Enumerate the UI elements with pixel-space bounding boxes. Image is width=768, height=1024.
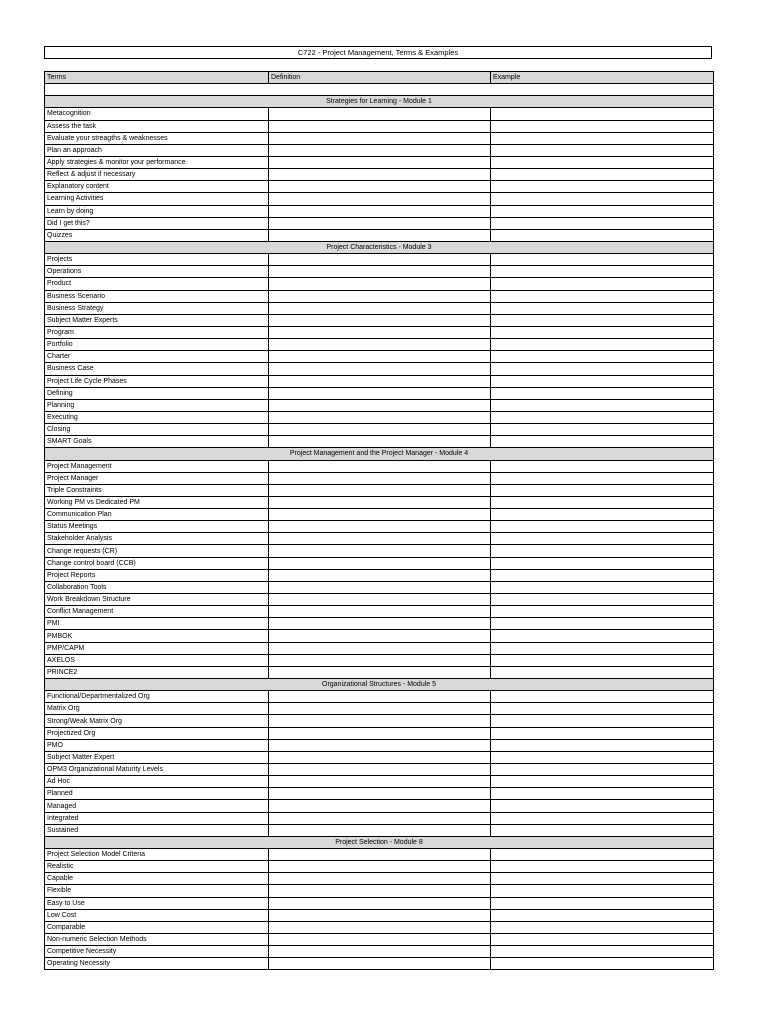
example-cell[interactable]: [491, 557, 714, 569]
example-cell[interactable]: [491, 205, 714, 217]
example-cell[interactable]: [491, 509, 714, 521]
term-cell: Business Scenario: [45, 290, 269, 302]
definition-cell[interactable]: [269, 278, 491, 290]
example-cell[interactable]: [491, 387, 714, 399]
definition-cell[interactable]: [269, 521, 491, 533]
example-cell[interactable]: [491, 691, 714, 703]
term-cell: Change requests (CR): [45, 545, 269, 557]
example-cell[interactable]: [491, 606, 714, 618]
term-cell: Defining: [45, 387, 269, 399]
example-cell[interactable]: [491, 933, 714, 945]
definition-cell[interactable]: [269, 254, 491, 266]
definition-cell[interactable]: [269, 715, 491, 727]
table-row: [45, 764, 714, 776]
table-row: [45, 169, 714, 181]
table-row: [45, 921, 714, 933]
table-row: [45, 618, 714, 630]
table-row: [45, 861, 714, 873]
example-cell[interactable]: [491, 958, 714, 970]
definition-cell[interactable]: [269, 824, 491, 836]
table-row: [45, 569, 714, 581]
term-cell: Status Meetings: [45, 521, 269, 533]
example-cell[interactable]: [491, 703, 714, 715]
term-cell: Learning Activities: [45, 193, 269, 205]
table-header-row: [45, 72, 714, 84]
example-cell[interactable]: [491, 861, 714, 873]
example-cell[interactable]: [491, 108, 714, 120]
definition-cell[interactable]: [269, 387, 491, 399]
example-cell[interactable]: [491, 424, 714, 436]
table-row: [45, 933, 714, 945]
table-row: [45, 606, 714, 618]
table-row: [45, 581, 714, 593]
term-cell: Project Reports: [45, 569, 269, 581]
definition-cell[interactable]: [269, 290, 491, 302]
term-cell: Realistic: [45, 861, 269, 873]
table-row: [45, 873, 714, 885]
definition-cell[interactable]: [269, 703, 491, 715]
table-row: [45, 509, 714, 521]
table-row: [45, 751, 714, 763]
example-cell[interactable]: [491, 533, 714, 545]
definition-cell[interactable]: [269, 193, 491, 205]
example-cell[interactable]: [491, 521, 714, 533]
example-cell[interactable]: [491, 181, 714, 193]
definition-cell[interactable]: [269, 424, 491, 436]
table-row: [45, 630, 714, 642]
table-row: [45, 351, 714, 363]
term-cell: Capable: [45, 873, 269, 885]
example-cell[interactable]: [491, 217, 714, 229]
table-row: [45, 460, 714, 472]
definition-cell[interactable]: [269, 545, 491, 557]
example-cell[interactable]: [491, 569, 714, 581]
example-cell[interactable]: [491, 326, 714, 338]
definition-cell[interactable]: [269, 861, 491, 873]
example-cell[interactable]: [491, 156, 714, 168]
example-cell[interactable]: [491, 630, 714, 642]
table-row: [45, 387, 714, 399]
definition-cell[interactable]: [269, 885, 491, 897]
table-row: [45, 594, 714, 606]
definition-cell[interactable]: [269, 642, 491, 654]
term-cell: Strong/Weak Matrix Org: [45, 715, 269, 727]
example-cell[interactable]: [491, 351, 714, 363]
definition-cell[interactable]: [269, 654, 491, 666]
table-row: [45, 254, 714, 266]
term-cell: Operating Necessity: [45, 958, 269, 970]
example-cell[interactable]: [491, 666, 714, 678]
table-row: [45, 363, 714, 375]
term-cell: Stakeholder Analysis: [45, 533, 269, 545]
table-row: [45, 205, 714, 217]
example-cell[interactable]: [491, 314, 714, 326]
definition-cell[interactable]: [269, 169, 491, 181]
term-cell: Plan an approach: [45, 144, 269, 156]
example-cell[interactable]: [491, 788, 714, 800]
example-cell[interactable]: [491, 776, 714, 788]
table-row: [45, 557, 714, 569]
term-cell: Easy to Use: [45, 897, 269, 909]
column-header-example: Example: [491, 72, 714, 84]
section-header: Project Selection - Module 8: [45, 836, 714, 848]
term-cell: Apply strategies & monitor your performance: [45, 156, 269, 168]
term-cell: Explanatory content: [45, 181, 269, 193]
table-row: [45, 715, 714, 727]
example-cell[interactable]: [491, 849, 714, 861]
definition-cell[interactable]: [269, 460, 491, 472]
table-row: [45, 703, 714, 715]
blank-row: [45, 84, 714, 96]
table-row: [45, 666, 714, 678]
example-cell[interactable]: [491, 436, 714, 448]
definition-cell[interactable]: [269, 509, 491, 521]
definition-cell[interactable]: [269, 181, 491, 193]
table-row: [45, 144, 714, 156]
term-cell: Matrix Org: [45, 703, 269, 715]
example-cell[interactable]: [491, 581, 714, 593]
table-row: [45, 849, 714, 861]
definition-cell[interactable]: [269, 436, 491, 448]
term-cell: Executing: [45, 411, 269, 423]
example-cell[interactable]: [491, 144, 714, 156]
section-header: Organizational Structures - Module 5: [45, 679, 714, 691]
term-cell: Flexible: [45, 885, 269, 897]
term-cell: Portfolio: [45, 339, 269, 351]
definition-cell[interactable]: [269, 363, 491, 375]
table-row: [45, 521, 714, 533]
definition-cell[interactable]: [269, 933, 491, 945]
table-row: [45, 302, 714, 314]
document-title: C722 - Project Management, Terms & Examples: [44, 46, 712, 59]
definition-cell[interactable]: [269, 727, 491, 739]
term-cell: Ad Hoc: [45, 776, 269, 788]
table-row: [45, 788, 714, 800]
term-cell: Operations: [45, 266, 269, 278]
example-cell[interactable]: [491, 290, 714, 302]
table-row: [45, 642, 714, 654]
example-cell[interactable]: [491, 302, 714, 314]
term-cell: Metacognition: [45, 108, 269, 120]
definition-cell[interactable]: [269, 788, 491, 800]
term-cell: AXELOS: [45, 654, 269, 666]
example-cell[interactable]: [491, 642, 714, 654]
example-cell[interactable]: [491, 715, 714, 727]
table-row: [45, 326, 714, 338]
term-cell: Quizzes: [45, 229, 269, 241]
definition-cell[interactable]: [269, 484, 491, 496]
term-cell: Reflect & adjust if necessary: [45, 169, 269, 181]
section-header-row: [45, 448, 714, 460]
definition-cell[interactable]: [269, 739, 491, 751]
table-row: [45, 885, 714, 897]
column-header-terms: Terms: [45, 72, 269, 84]
section-header-row: [45, 836, 714, 848]
table-row: [45, 533, 714, 545]
term-cell: Work Breakdown Structure: [45, 594, 269, 606]
table-row: [45, 278, 714, 290]
term-cell: Project Selection Model Criteria: [45, 849, 269, 861]
table-row: [45, 120, 714, 132]
term-cell: Communication Plan: [45, 509, 269, 521]
definition-cell[interactable]: [269, 691, 491, 703]
term-cell: Comparable: [45, 921, 269, 933]
example-cell[interactable]: [491, 727, 714, 739]
table-row: [45, 339, 714, 351]
term-cell: Planning: [45, 399, 269, 411]
term-cell: Learn by doing: [45, 205, 269, 217]
term-cell: Integrated: [45, 812, 269, 824]
definition-cell[interactable]: [269, 156, 491, 168]
example-cell[interactable]: [491, 411, 714, 423]
table-row: [45, 132, 714, 144]
term-cell: Charter: [45, 351, 269, 363]
term-cell: Change control board (CCB): [45, 557, 269, 569]
table-row: [45, 181, 714, 193]
definition-cell[interactable]: [269, 569, 491, 581]
definition-cell[interactable]: [269, 229, 491, 241]
example-cell[interactable]: [491, 278, 714, 290]
term-cell: Collaboration Tools: [45, 581, 269, 593]
blank-cell: [45, 84, 714, 96]
table-row: [45, 229, 714, 241]
section-header-row: [45, 679, 714, 691]
definition-cell[interactable]: [269, 921, 491, 933]
definition-cell[interactable]: [269, 946, 491, 958]
term-cell: Triple Constraints: [45, 484, 269, 496]
term-cell: Non-numeric Selection Methods: [45, 933, 269, 945]
table-row: [45, 314, 714, 326]
definition-cell[interactable]: [269, 666, 491, 678]
definition-cell[interactable]: [269, 557, 491, 569]
example-cell[interactable]: [491, 764, 714, 776]
definition-cell[interactable]: [269, 764, 491, 776]
term-cell: Business Strategy: [45, 302, 269, 314]
table-row: [45, 958, 714, 970]
example-cell[interactable]: [491, 921, 714, 933]
term-cell: Product: [45, 278, 269, 290]
term-cell: Evaluate your streagths & weaknesses: [45, 132, 269, 144]
definition-cell[interactable]: [269, 314, 491, 326]
table-row: [45, 946, 714, 958]
table-row: [45, 375, 714, 387]
term-cell: Sustained: [45, 824, 269, 836]
definition-cell[interactable]: [269, 108, 491, 120]
term-cell: Project Life Cycle Phases: [45, 375, 269, 387]
term-cell: Subject Matter Expert: [45, 751, 269, 763]
example-cell[interactable]: [491, 545, 714, 557]
term-cell: Subject Matter Experts: [45, 314, 269, 326]
term-cell: Business Case: [45, 363, 269, 375]
section-header: Project Characteristics - Module 3: [45, 241, 714, 253]
definition-cell[interactable]: [269, 606, 491, 618]
definition-cell[interactable]: [269, 800, 491, 812]
table-row: [45, 727, 714, 739]
term-cell: PMI: [45, 618, 269, 630]
terms-table: [44, 71, 714, 970]
table-row: [45, 424, 714, 436]
table-row: [45, 812, 714, 824]
example-cell[interactable]: [491, 120, 714, 132]
definition-cell[interactable]: [269, 217, 491, 229]
definition-cell[interactable]: [269, 351, 491, 363]
table-row: [45, 108, 714, 120]
definition-cell[interactable]: [269, 326, 491, 338]
definition-cell[interactable]: [269, 849, 491, 861]
example-cell[interactable]: [491, 484, 714, 496]
table-row: [45, 217, 714, 229]
table-row: [45, 411, 714, 423]
section-header-row: [45, 96, 714, 108]
table-row: [45, 776, 714, 788]
term-cell: Managed: [45, 800, 269, 812]
term-cell: Projects: [45, 254, 269, 266]
table-row: [45, 739, 714, 751]
example-cell[interactable]: [491, 946, 714, 958]
term-cell: Assess the task: [45, 120, 269, 132]
table-row: [45, 436, 714, 448]
section-header: Strategies for Learning - Module 1: [45, 96, 714, 108]
term-cell: Planned: [45, 788, 269, 800]
example-cell[interactable]: [491, 897, 714, 909]
section-header: Project Management and the Project Manager - Module 4: [45, 448, 714, 460]
example-cell[interactable]: [491, 169, 714, 181]
example-cell[interactable]: [491, 460, 714, 472]
definition-cell[interactable]: [269, 958, 491, 970]
definition-cell[interactable]: [269, 205, 491, 217]
definition-cell[interactable]: [269, 594, 491, 606]
term-cell: Program: [45, 326, 269, 338]
term-cell: Competitive Necessity: [45, 946, 269, 958]
definition-cell[interactable]: [269, 375, 491, 387]
example-cell[interactable]: [491, 399, 714, 411]
example-cell[interactable]: [491, 751, 714, 763]
example-cell[interactable]: [491, 229, 714, 241]
term-cell: SMART Goals: [45, 436, 269, 448]
definition-cell[interactable]: [269, 266, 491, 278]
example-cell[interactable]: [491, 496, 714, 508]
table-row: [45, 800, 714, 812]
table-row: [45, 496, 714, 508]
definition-cell[interactable]: [269, 897, 491, 909]
term-cell: PMP/CAPM: [45, 642, 269, 654]
table-row: [45, 545, 714, 557]
definition-cell[interactable]: [269, 411, 491, 423]
table-row: [45, 484, 714, 496]
definition-cell[interactable]: [269, 144, 491, 156]
table-row: [45, 290, 714, 302]
table-row: [45, 909, 714, 921]
example-cell[interactable]: [491, 800, 714, 812]
term-cell: OPM3 Organizational Maturity Levels: [45, 764, 269, 776]
definition-cell[interactable]: [269, 873, 491, 885]
example-cell[interactable]: [491, 909, 714, 921]
example-cell[interactable]: [491, 363, 714, 375]
definition-cell[interactable]: [269, 618, 491, 630]
terms-table-body: [45, 72, 714, 970]
definition-cell[interactable]: [269, 581, 491, 593]
table-row: [45, 654, 714, 666]
example-cell[interactable]: [491, 618, 714, 630]
term-cell: Low Cost: [45, 909, 269, 921]
definition-cell[interactable]: [269, 751, 491, 763]
example-cell[interactable]: [491, 132, 714, 144]
definition-cell[interactable]: [269, 302, 491, 314]
definition-cell[interactable]: [269, 339, 491, 351]
table-row: [45, 472, 714, 484]
term-cell: Closing: [45, 424, 269, 436]
definition-cell[interactable]: [269, 812, 491, 824]
example-cell[interactable]: [491, 812, 714, 824]
example-cell[interactable]: [491, 824, 714, 836]
definition-cell[interactable]: [269, 472, 491, 484]
example-cell[interactable]: [491, 375, 714, 387]
term-cell: Did I get this?: [45, 217, 269, 229]
example-cell[interactable]: [491, 654, 714, 666]
term-cell: Functional/Departmentalized Org: [45, 691, 269, 703]
term-cell: PMO: [45, 739, 269, 751]
example-cell[interactable]: [491, 885, 714, 897]
table-row: [45, 193, 714, 205]
definition-cell[interactable]: [269, 132, 491, 144]
term-cell: Working PM vs Dedicated PM: [45, 496, 269, 508]
table-row: [45, 691, 714, 703]
example-cell[interactable]: [491, 739, 714, 751]
example-cell[interactable]: [491, 873, 714, 885]
table-row: [45, 824, 714, 836]
definition-cell[interactable]: [269, 533, 491, 545]
term-cell: Project Management: [45, 460, 269, 472]
definition-cell[interactable]: [269, 399, 491, 411]
definition-cell[interactable]: [269, 120, 491, 132]
table-row: [45, 266, 714, 278]
term-cell: PRINCE2: [45, 666, 269, 678]
table-row: [45, 399, 714, 411]
example-cell[interactable]: [491, 193, 714, 205]
term-cell: Projectized Org: [45, 727, 269, 739]
definition-cell[interactable]: [269, 776, 491, 788]
table-row: [45, 156, 714, 168]
example-cell[interactable]: [491, 472, 714, 484]
table-row: [45, 897, 714, 909]
term-cell: PMBOK: [45, 630, 269, 642]
term-cell: Conflict Management: [45, 606, 269, 618]
example-cell[interactable]: [491, 339, 714, 351]
section-header-row: [45, 241, 714, 253]
example-cell[interactable]: [491, 266, 714, 278]
term-cell: Project Manager: [45, 472, 269, 484]
definition-cell[interactable]: [269, 496, 491, 508]
example-cell[interactable]: [491, 254, 714, 266]
column-header-definition: Definition: [269, 72, 491, 84]
definition-cell[interactable]: [269, 630, 491, 642]
example-cell[interactable]: [491, 594, 714, 606]
definition-cell[interactable]: [269, 909, 491, 921]
